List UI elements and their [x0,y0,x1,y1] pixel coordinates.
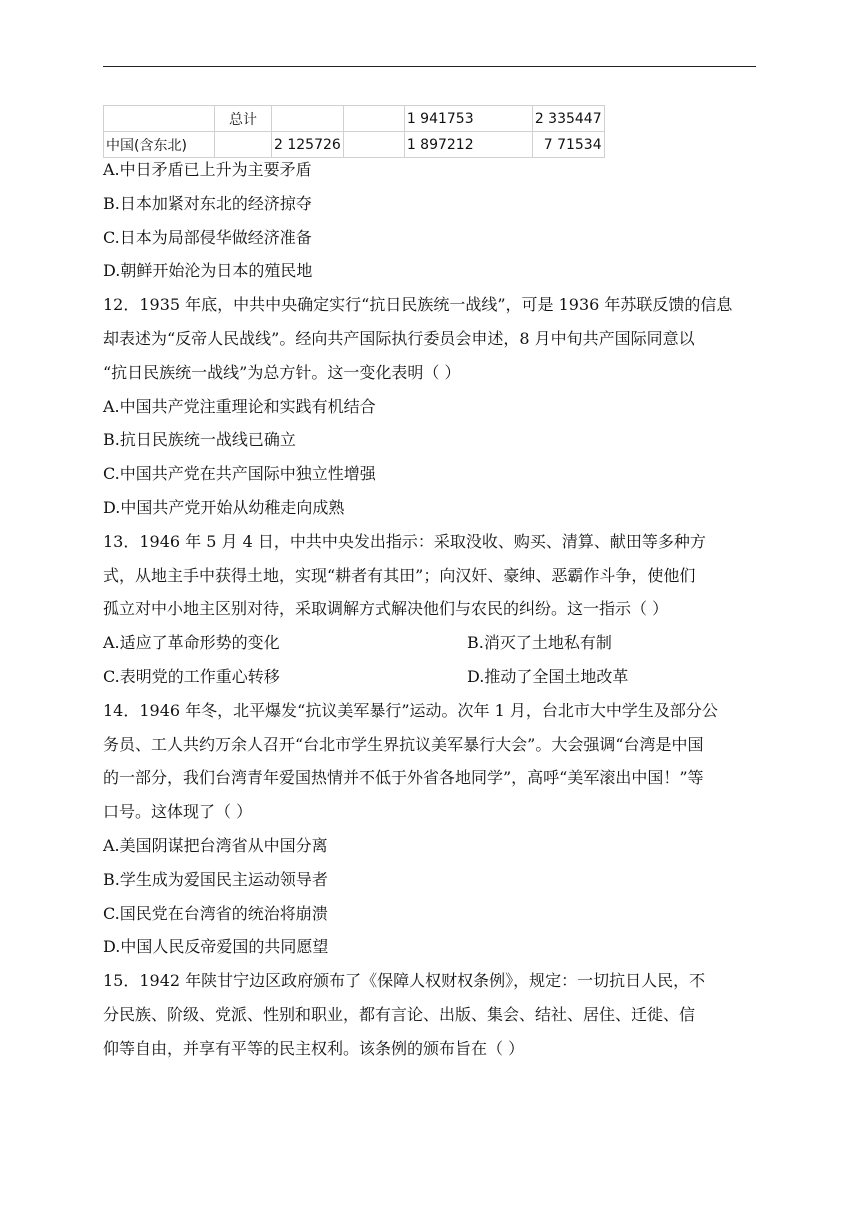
q14-stem-line: 务员、工人共约万余人召开“台北市学生界抗议美军暴行大会”。大会强调“台湾是中国 [103,735,704,754]
q13-option-a: A.适应了革命形势的变化 [103,633,280,652]
q14-option-c: C.国民党在台湾省的统治将崩溃 [103,904,328,923]
q12-stem-line: 却表述为“反帝人民战线”。经向共产国际执行委员会申述，8 月中旬共产国际同意以 [103,329,695,348]
q12-stem-line: “抗日民族统一战线”为总方针。这一变化表明（ ） [103,363,461,382]
q13-stem-line: 式，从地主手中获得土地，实现“耕者有其田”；向汉奸、豪绅、恶霸作斗争，使他们 [103,566,696,585]
q14-stem-line: 的一部分，我们台湾青年爱国热情并不低于外省各地同学”，高呼“美军滚出中国！”等 [103,768,704,787]
q13-options-row [103,667,629,687]
q15-stem-line: 分民族、阶级、党派、性别和职业，都有言论、出版、集会、结社、居住、迁徙、信 [103,1005,696,1024]
q14-option-a: A.美国阴谋把台湾省从中国分离 [103,836,328,855]
q11-option-b: B.日本加紧对东北的经济掠夺 [103,194,312,213]
q12-stem-line: 12．1935 年底，中共中央确定实行“抗日民族统一战线”，可是 1936 年苏联反馈的信息 [103,295,733,314]
table-cell: 1 897212 [404,132,532,158]
q13-option-b: B.消灭了土地私有制 [467,633,612,652]
q13-stem-line: 孤立对中小地主区别对待，采取调解方式解决他们与农民的纠纷。这一指示（ ） [103,599,669,618]
header-rule [103,66,756,67]
q11-option-c: C.日本为局部侵华做经济准备 [103,228,312,247]
q13-options-row [103,633,612,653]
q15-stem-line: 仰等自由，并享有平等的民主权利。该条例的颁布旨在（ ） [103,1039,525,1058]
q11-option-d: D.朝鲜开始沦为日本的殖民地 [103,261,313,280]
statistics-table [103,105,605,158]
table-cell [215,132,272,158]
table-cell: 7 71534 [532,132,604,158]
q14-stem-line: 14．1946 年冬，北平爆发“抗议美军暴行”运动。次年 1 月，台北市大中学生及部分公 [103,701,718,720]
q14-option-b: B.学生成为爱国民主运动领导者 [103,870,328,889]
table-cell [272,106,344,132]
table-cell [343,106,404,132]
table-cell: 中国(含东北) [104,132,215,158]
q14-stem-line: 口号。这体现了（ ） [103,802,253,821]
q13-option-c: C.表明党的工作重心转移 [103,667,280,686]
q13-option-d: D.推动了全国土地改革 [467,667,629,686]
table-cell: 2 335447 [532,106,604,132]
table-row [104,132,605,158]
q15-stem-line: 15．1942 年陕甘宁边区政府颁布了《保障人权财权条例》，规定：一切抗日人民，不 [103,971,706,990]
q12-option-c: C.中国共产党在共产国际中独立性增强 [103,464,376,483]
table-cell: 总计 [215,106,272,132]
q13-stem-line: 13．1946 年 5 月 4 日，中共中央发出指示：采取没收、购买、清算、献田等多种方 [103,532,706,551]
table-cell [343,132,404,158]
table-row [104,106,605,132]
q14-option-d: D.中国人民反帝爱国的共同愿望 [103,937,329,956]
q12-option-b: B.抗日民族统一战线已确立 [103,430,296,449]
q11-option-a: A.中日矛盾已上升为主要矛盾 [103,160,312,179]
q12-option-a: A.中国共产党注重理论和实践有机结合 [103,397,376,416]
table-cell: 1 941753 [404,106,532,132]
table-cell [104,106,215,132]
q12-option-d: D.中国共产党开始从幼稚走向成熟 [103,498,345,517]
table-cell: 2 125726 [272,132,344,158]
